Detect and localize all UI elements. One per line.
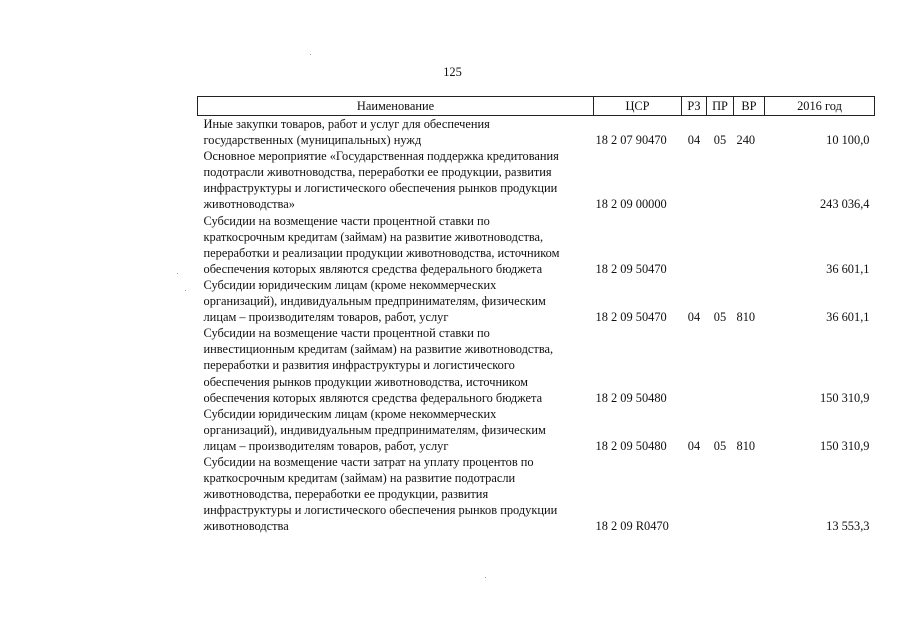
table-row (198, 454, 875, 534)
row-vr (734, 325, 765, 405)
row-name-line: Субсидии на возмещение части процентной ставки по (203, 213, 490, 228)
row-amount: 13 553,3 (826, 519, 870, 534)
row-rz: 04 (687, 133, 701, 148)
row-name (198, 148, 594, 212)
header-vr: ВР (734, 97, 765, 116)
row-name-line: подотрасли животноводства, переработки ее продукции, развития (203, 165, 552, 180)
row-vr (734, 213, 765, 277)
header-csr: ЦСР (594, 97, 682, 116)
row-rz (682, 454, 707, 534)
row-vr: 810 (736, 438, 756, 453)
scan-speck (485, 577, 486, 578)
row-csr: 18 2 09 50480 (595, 390, 667, 405)
table-row (198, 116, 875, 149)
row-name-line: Субсидии юридическим лицам (кроме некоммерческих (203, 277, 497, 292)
table-row (198, 213, 875, 277)
row-name-line: животноводства (203, 519, 289, 534)
row-rz (682, 213, 707, 277)
row-name-line: животноводства, переработки ее продукции, развития (203, 487, 489, 502)
row-name (198, 406, 594, 454)
row-name-line: обеспечения которых являются средства федерального бюджета (203, 390, 543, 405)
row-csr: 18 2 07 90470 (595, 133, 667, 148)
row-pr (707, 454, 734, 534)
row-amount: 36 601,1 (826, 261, 870, 276)
row-name (198, 116, 594, 149)
row-pr: 05 (713, 133, 727, 148)
row-name-line: Субсидии юридическим лицам (кроме некоммерческих (203, 406, 497, 421)
budget-table (197, 96, 875, 534)
row-rz: 04 (687, 438, 701, 453)
row-amount: 150 310,9 (819, 438, 870, 453)
row-rz (682, 325, 707, 405)
row-csr: 18 2 09 50480 (595, 438, 667, 453)
scan-speck (310, 54, 311, 55)
row-name-line: переработки и реализации продукции животноводства, источником (203, 245, 560, 260)
header-name: Наименование (198, 97, 594, 116)
row-name-line: организаций), индивидуальным предпринимателям, физическим (203, 422, 546, 437)
row-name-line: переработки и развития инфраструктуры и логистического (203, 358, 515, 373)
row-name (198, 213, 594, 277)
row-amount: 243 036,4 (819, 197, 870, 212)
row-name (198, 277, 594, 325)
table-row (198, 325, 875, 405)
row-amount: 10 100,0 (826, 133, 870, 148)
header-rz: РЗ (682, 97, 707, 116)
row-vr (734, 148, 765, 212)
table-row (198, 148, 875, 212)
row-name-line: инвестиционным кредитам (займам) на развитие животноводства, (203, 342, 554, 357)
row-name-line: краткосрочным кредитам (займам) на развитие животноводства, (203, 229, 544, 244)
row-name (198, 454, 594, 534)
row-name-line: обеспечения которых являются средства федерального бюджета (203, 261, 543, 276)
row-pr: 05 (713, 310, 727, 325)
row-csr: 18 2 09 50470 (595, 310, 667, 325)
row-vr: 240 (736, 133, 756, 148)
row-amount: 36 601,1 (826, 310, 870, 325)
row-name-line: животноводства» (203, 197, 295, 212)
row-name-line: Субсидии на возмещение части затрат на уплату процентов по (203, 454, 534, 469)
table-header (198, 97, 875, 116)
row-vr: 810 (736, 310, 756, 325)
row-pr (707, 148, 734, 212)
header-pr: ПР (707, 97, 734, 116)
row-amount: 150 310,9 (819, 390, 870, 405)
row-name-line: Основное мероприятие «Государственная поддержка кредитования (203, 149, 559, 164)
row-rz: 04 (687, 310, 701, 325)
row-name-line: лицам – производителям товаров, работ, услуг (203, 310, 449, 325)
row-name-line: Субсидии на возмещение части процентной ставки по (203, 326, 490, 341)
row-vr (734, 454, 765, 534)
row-name-line: государственных (муниципальных) нужд (203, 133, 422, 148)
row-csr: 18 2 09 00000 (595, 197, 667, 212)
row-name-line: лицам – производителям товаров, работ, услуг (203, 438, 449, 453)
header-year: 2016 год (765, 97, 875, 116)
row-name (198, 325, 594, 405)
row-name-line: инфраструктуры и логистического обеспечения рынков продукции (203, 503, 558, 518)
row-name-line: Иные закупки товаров, работ и услуг для обеспечения (203, 117, 490, 131)
page-number: 125 (443, 65, 462, 79)
row-pr (707, 213, 734, 277)
row-rz (682, 148, 707, 212)
row-pr (707, 325, 734, 405)
row-name-line: краткосрочным кредитам (займам) на развитие подотрасли (203, 471, 516, 486)
row-csr: 18 2 09 R0470 (595, 519, 669, 534)
scan-speck (185, 290, 186, 291)
table-body (198, 116, 875, 535)
row-name-line: организаций), индивидуальным предпринимателям, физическим (203, 294, 546, 309)
scan-speck (177, 273, 178, 274)
row-pr: 05 (713, 438, 727, 453)
table-row (198, 277, 875, 325)
row-name-line: обеспечения рынков продукции животноводства, источником (203, 374, 528, 389)
row-csr: 18 2 09 50470 (595, 261, 667, 276)
table-row (198, 406, 875, 454)
row-name-line: инфраструктуры и логистического обеспечения рынков продукции (203, 181, 558, 196)
